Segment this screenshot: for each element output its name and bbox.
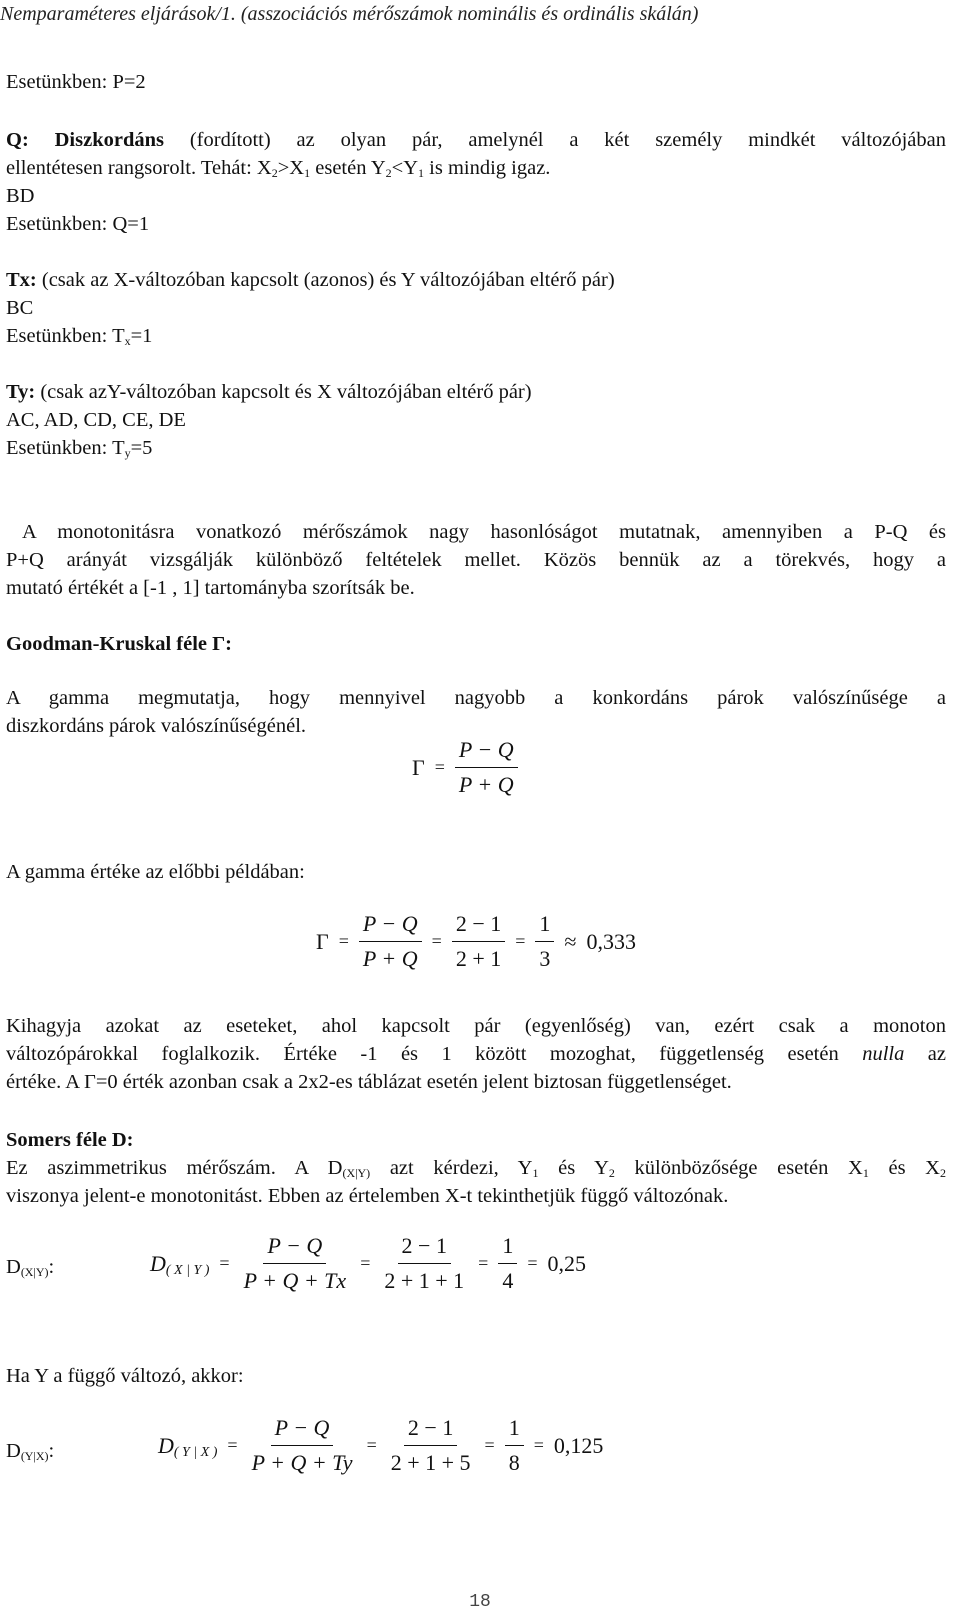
monotone-paragraph-line-1: A monotonitásra vonatkozó mérőszámok nagy hasonlóságot mutatnak, amennyiben a P-Q és: [22, 521, 946, 543]
monotone-paragraph-line-2: P+Q arányát vizsgálják különböző feltételek mellet. Közös bennük az a törekvés, hogy a: [6, 549, 946, 571]
gamma-example-result: 0,333: [586, 928, 636, 954]
gamma-note-line-3: értéke. A Γ=0 érték azonban csak a 2x2-es táblázat esetén jelent biztosan függetlenséget.: [6, 1071, 732, 1093]
tx-term: Tx:: [6, 269, 37, 291]
gamma-note-line-1: Kihagyja azokat az eseteket, ahol kapcsolt pár (egyenlőség) van, ezért csak a monoton: [6, 1015, 946, 1037]
dyx-result: 0,125: [553, 1432, 604, 1458]
q-term: Q: Diszkordáns: [6, 129, 164, 151]
ty-term: Ty:: [6, 381, 36, 403]
somers-heading: Somers féle D:: [6, 1129, 134, 1151]
dxy-fraction-1: $\frac{P - Q}{P + Q + Tx}$: [243, 1233, 347, 1293]
gamma-fraction: $\frac{P - Q}{P + Q}$: [455, 736, 518, 799]
dxy-fraction-3: $\frac{1}{4}$: [498, 1232, 517, 1295]
gamma-example-intro: A gamma értéke az előbbi példában:: [6, 861, 305, 883]
tx-pairs: BC: [6, 297, 34, 319]
gamma-symbol: Γ: [412, 754, 425, 780]
tx-result: Esetünkben: $T_x=1$: [6, 325, 153, 348]
gamma-heading: Goodman-Kruskal féle Γ:: [6, 633, 233, 655]
q-definition-line-2: ellentétesen rangsorolt. Tehát: $X_2>X_1$ esetén $Y_2<Y_1$ is mindig igaz.: [6, 157, 551, 180]
p-result: Esetünkben: P=2: [6, 71, 146, 93]
page-number: 18: [469, 1592, 491, 1612]
ty-pairs: AC, AD, CD, CE, DE: [6, 409, 186, 431]
gamma-note-line-2: változópárokkal foglalkozik. Értéke -1 és 1 között mozoghat, függetlenség esetén nulla az: [6, 1043, 946, 1065]
running-header: Nemparaméteres eljárások/1. (asszociációs mérőszámok nominális és ordinális skálán): [0, 3, 699, 25]
approx-sign: ≈: [564, 928, 577, 954]
q-definition-line-1: Q: Diszkordáns (fordított) az olyan pár, amelynél a két személy mindkét változójában: [6, 129, 947, 151]
gamma-example-fraction-2: $\frac{2 - 1}{2 + 1}$: [452, 910, 505, 973]
dxy-formula: $D_{( X | Y )}$ = $\frac{P - Q}{P + Q + Tx}$ = $\frac{2 - 1}{2 + 1 + 1}$ = $\frac{1}{4}$ = 0,25: [150, 1233, 586, 1293]
gamma-symbol: Γ: [316, 928, 329, 954]
q-result: Esetünkben: Q=1: [6, 213, 150, 235]
somers-paragraph-line-2: viszonya jelent-e monotonitást. Ebben az értelemben X-t tekinthetjük függő változónak.: [6, 1185, 729, 1207]
equals-sign: =: [434, 757, 445, 777]
tx-definition: Tx: (csak az X-változóban kapcsolt (azonos) és Y változójában eltérő pár): [6, 269, 615, 291]
dyx-fraction-1: $\frac{P - Q}{P + Q + Ty}$: [251, 1415, 353, 1475]
dyx-fraction-3: $\frac{1}{8}$: [505, 1414, 524, 1477]
gamma-paragraph-line-2: diszkordáns párok valószínűségénél.: [6, 715, 307, 737]
dxy-label: $D_{(X|Y)}$:: [6, 1256, 55, 1279]
somers-paragraph-line-1: Ez aszimmetrikus mérőszám. A $D_{(X|Y)}$ azt kérdezi, $Y_1$ és $Y_2$ különbözősége esetén $X_1$ és $X_2$: [6, 1157, 946, 1180]
dyx-fraction-2: $\frac{2 - 1}{2 + 1 + 5}$: [390, 1415, 471, 1475]
dxy-result: 0,25: [547, 1250, 586, 1276]
q-pairs: BD: [6, 185, 35, 207]
dxy-fraction-2: $\frac{2 - 1}{2 + 1 + 1}$: [384, 1233, 465, 1293]
dyx-label: $D_{(Y|X)}$:: [6, 1440, 55, 1463]
monotone-paragraph-line-3: mutató értékét a [-1 , 1] tartományba szorítsák be.: [6, 577, 415, 599]
ty-result: Esetünkben: $T_y=5$: [6, 437, 153, 460]
y-dependent-intro: Ha Y a függő változó, akkor:: [6, 1365, 244, 1387]
gamma-formula: [412, 736, 518, 799]
gamma-example-fraction-3: $\frac{1}{3}$: [535, 910, 554, 973]
gamma-example-formula: Γ = $\frac{P - Q}{P + Q}$ = $\frac{2 - 1}{2 + 1}$ = $\frac{1}{3}$ ≈ 0,333: [316, 911, 636, 971]
dyx-formula: $D_{( Y | X )}$ = $\frac{P - Q}{P + Q + Ty}$ = $\frac{2 - 1}{2 + 1 + 5}$ = $\frac{1}{8}$ = 0,125: [158, 1415, 604, 1475]
gamma-example-fraction-1: $\frac{P - Q}{P + Q}$: [359, 910, 422, 973]
gamma-paragraph-line-1: A gamma megmutatja, hogy mennyivel nagyobb a konkordáns párok valószínűsége a: [6, 687, 946, 709]
ty-definition: Ty: (csak azY-változóban kapcsolt és X változójában eltérő pár): [6, 381, 532, 403]
